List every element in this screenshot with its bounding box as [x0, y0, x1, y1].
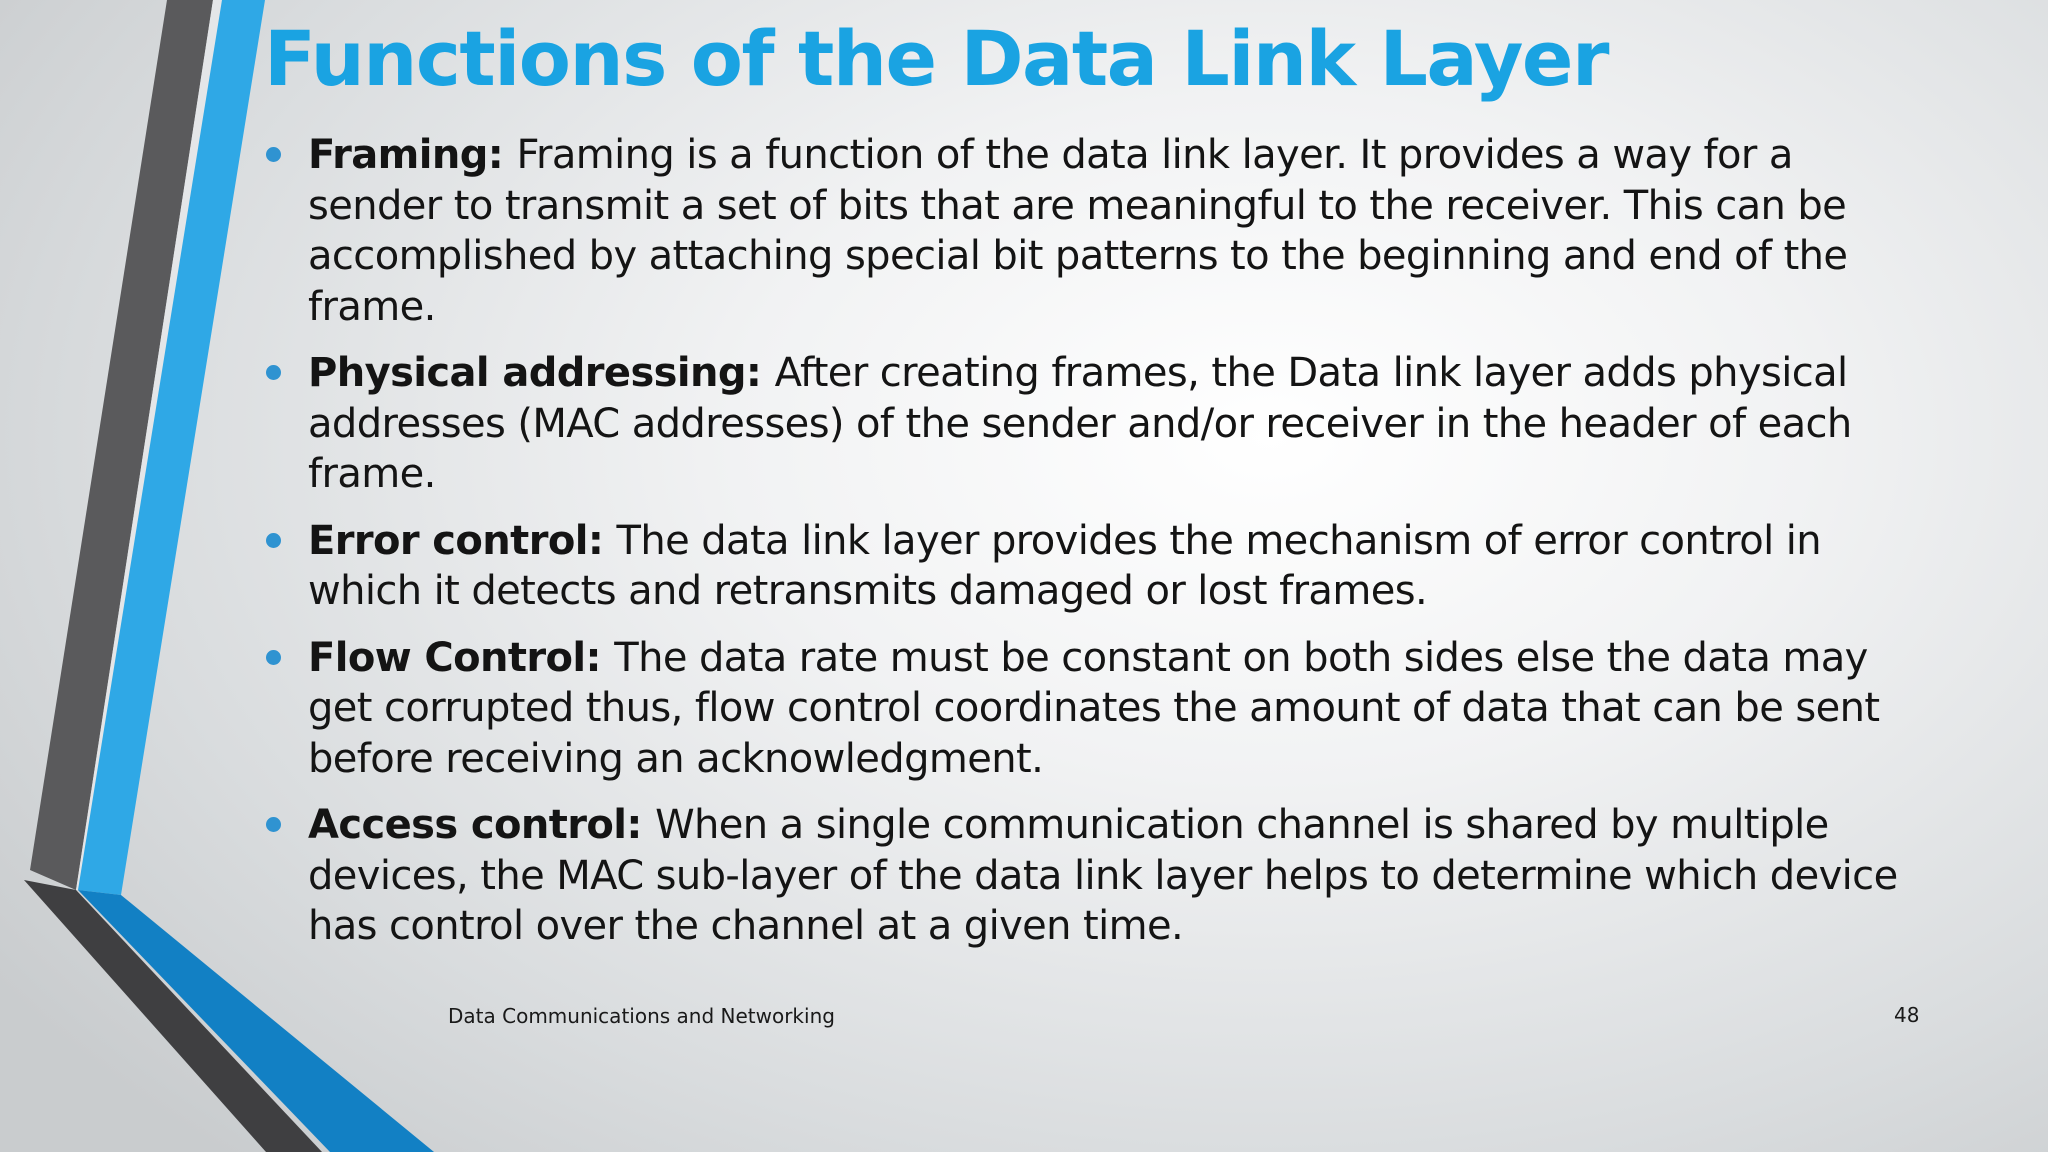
bullet-term: Physical addressing:: [308, 350, 775, 396]
bullet-term: Error control:: [308, 517, 617, 564]
bullet-flow-control: [266, 633, 1906, 785]
bullet-dot-icon: [266, 147, 281, 162]
bullet-dot-icon: [266, 817, 281, 832]
bullet-list: [266, 130, 1906, 968]
bullet-error-control: [266, 516, 1906, 617]
footer-text: Data Communications and Networking: [448, 1004, 835, 1028]
bullet-text: After creating frames, the Data link layer adds physical addresses (MAC addresses) of the sender and/or receiver in the header of each frame.: [308, 350, 1852, 497]
bullet-dot-icon: [266, 650, 281, 665]
bullet-term: Access control:: [308, 802, 656, 848]
bullet-text: The data link layer provides the mechanism of error control in which it detects and retransmits damaged or lost frames.: [308, 517, 1821, 614]
slide-number: 48: [1894, 1003, 1920, 1027]
bullet-text: Framing is a function of the data link layer. It provides a way for a sender to transmit a set of bits that are meaningful to the receiver. This can be accomplished by attaching special bit patterns to the beginning and end of the frame.: [308, 132, 1848, 330]
bullet-access-control: [266, 800, 1906, 952]
bullet-term: Flow Control:: [308, 634, 615, 681]
bullet-term: Framing:: [308, 132, 517, 178]
bullet-dot-icon: [266, 365, 281, 380]
bullet-framing: [266, 130, 1906, 332]
slide-title: Functions of the Data Link Layer: [264, 14, 1608, 103]
bullet-dot-icon: [266, 533, 281, 548]
bullet-text: When a single communication channel is shared by multiple devices, the MAC sub-layer of the data link layer helps to determine which device has control over the channel at a given time.: [308, 802, 1898, 949]
bullet-physical-addressing: [266, 348, 1906, 500]
bullet-text: The data rate must be constant on both sides else the data may get corrupted thus, flow control coordinates the amount of data that can be sent before receiving an acknowledgment.: [308, 634, 1880, 782]
